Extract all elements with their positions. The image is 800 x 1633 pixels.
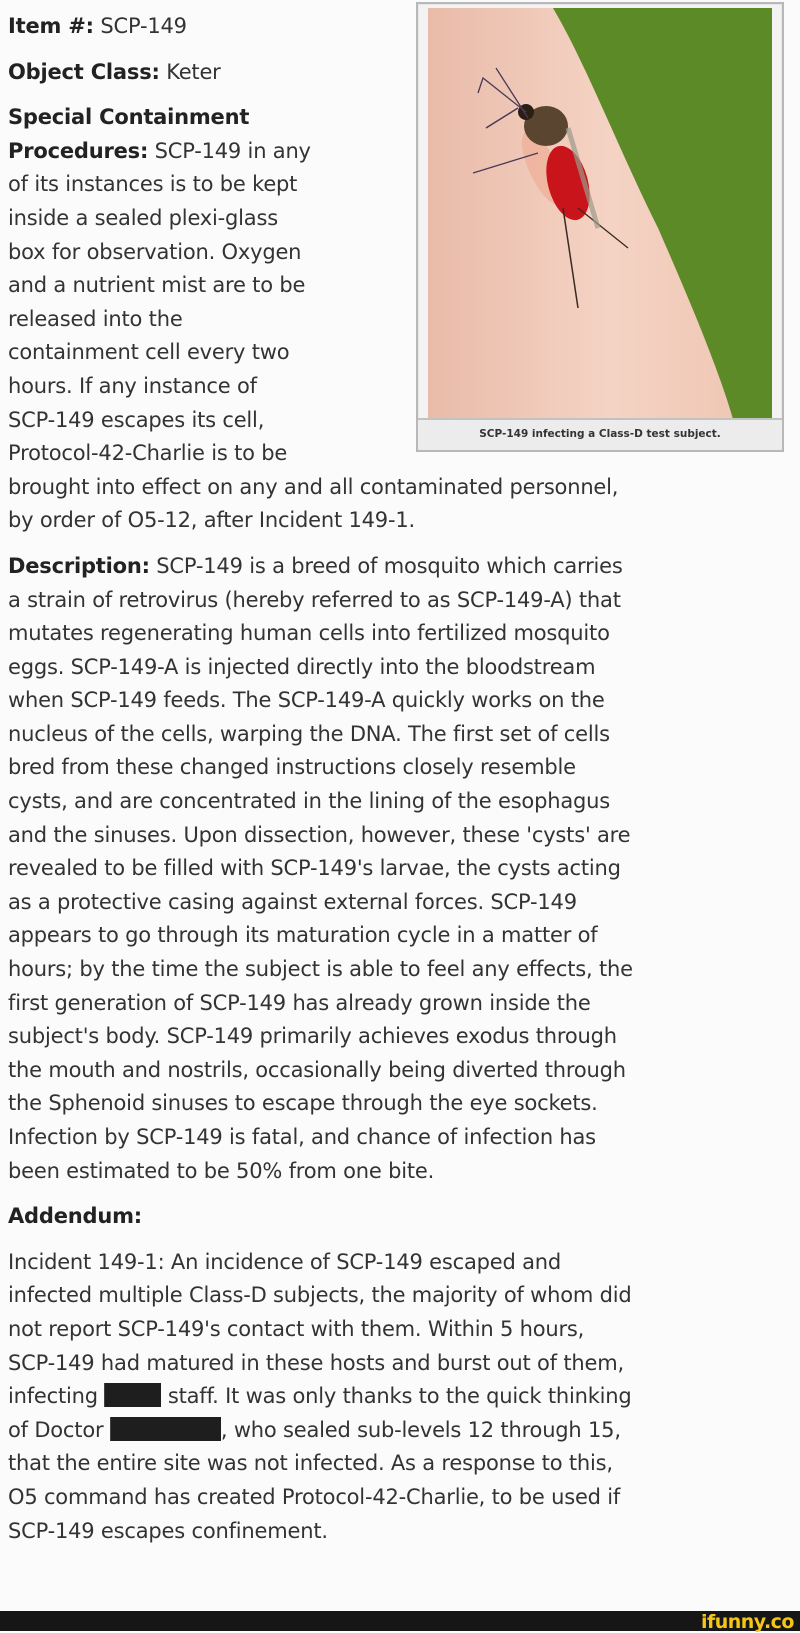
description-text: eggs. SCP-149-A is injected directly into the bloodstream — [8, 654, 596, 679]
addendum-text-fragment: staff. It was only thanks to the quick thinking — [161, 1384, 632, 1409]
description-text: the Sphenoid sinuses to escape through the eye sockets. — [8, 1091, 598, 1116]
mosquito-photo — [428, 8, 772, 419]
description-section — [8, 550, 792, 1188]
object-class-label: Object Class: — [8, 59, 160, 84]
containment-text: and a nutrient mist are to be — [8, 273, 306, 298]
addendum-text-fragment: of Doctor — [8, 1417, 110, 1442]
addendum-text-fragment: , who sealed sub-levels 12 through 15, — [220, 1417, 621, 1442]
addendum-label: Addendum: — [8, 1204, 142, 1229]
scp-image-frame — [416, 2, 784, 452]
description-text: mutates regenerating human cells into fertilized mosquito — [8, 621, 610, 646]
addendum-text: SCP-149 escapes confinement. — [8, 1518, 328, 1543]
description-text: been estimated to be 50% from one bite. — [8, 1158, 435, 1183]
containment-text: of its instances is to be kept — [8, 172, 298, 197]
description-text: bred from these changed instructions closely resemble — [8, 755, 576, 780]
description-text: hours; by the time the subject is able to feel any effects, the — [8, 957, 633, 982]
description-text: when SCP-149 feeds. The SCP-149-A quickly works on the — [8, 688, 605, 713]
containment-text: containment cell every two — [8, 340, 290, 365]
containment-text: Protocol-42-Charlie is to be — [8, 441, 288, 466]
image-caption: SCP-149 infecting a Class-D test subject. — [418, 418, 782, 450]
description-text: appears to go through its maturation cycle in a matter of — [8, 923, 598, 948]
containment-text: inside a sealed plexi-glass — [8, 205, 278, 230]
description-text: subject's body. SCP-149 primarily achieves exodus through — [8, 1024, 617, 1049]
containment-text: brought into effect on any and all contaminated personnel, — [8, 474, 619, 499]
description-text: cysts, and are concentrated in the lining of the esophagus — [8, 789, 610, 814]
description-text: and the sinuses. Upon dissection, however, these 'cysts' are — [8, 822, 631, 847]
description-label: Description: — [8, 553, 150, 578]
addendum-text: that the entire site was not infected. As a response to this, — [8, 1451, 613, 1476]
item-number-value: SCP-149 — [100, 14, 187, 38]
redacted-block — [104, 1383, 161, 1407]
watermark-bar — [0, 1611, 800, 1631]
addendum-text: not report SCP-149's contact with them. Within 5 hours, — [8, 1316, 585, 1341]
addendum-text: Incident 149-1: An incidence of SCP-149 escaped and — [8, 1249, 561, 1274]
description-text: first generation of SCP-149 has already grown inside the — [8, 990, 591, 1015]
description-text: nucleus of the cells, warping the DNA. The first set of cells — [8, 721, 610, 746]
addendum-text-fragment: infecting — [8, 1384, 105, 1409]
description-text: the mouth and nostrils, occasionally being diverted through — [8, 1057, 626, 1082]
containment-text: box for observation. Oxygen — [8, 239, 302, 264]
containment-label-2: Procedures: — [8, 138, 149, 163]
description-text: SCP-149 is a breed of mosquito which carries — [149, 553, 623, 578]
containment-text: SCP-149 in any — [148, 138, 311, 163]
containment-text: released into the — [8, 306, 183, 331]
addendum-text — [8, 1414, 792, 1448]
addendum-text — [8, 1380, 792, 1414]
description-text: as a protective casing against external forces. SCP-149 — [8, 889, 577, 914]
containment-text: hours. If any instance of — [8, 373, 257, 398]
mosquito-illustration-icon — [428, 8, 772, 419]
object-class-value: Keter — [166, 59, 221, 84]
description-text: Infection by SCP-149 is fatal, and chance of infection has — [8, 1125, 596, 1149]
containment-text: SCP-149 escapes its cell, — [8, 407, 265, 432]
description-text: revealed to be filled with SCP-149's larvae, the cysts acting — [8, 856, 621, 881]
addendum-section — [8, 1246, 792, 1548]
addendum-text: infected multiple Class-D subjects, the majority of whom did — [8, 1283, 632, 1308]
addendum-text: O5 command has created Protocol-42-Charlie, to be used if — [8, 1484, 621, 1509]
addendum-text: SCP-149 had matured in these hosts and burst out of them, — [8, 1350, 624, 1375]
containment-label: Special Containment — [8, 105, 250, 130]
description-text: a strain of retrovirus (hereby referred to as SCP-149-A) that — [8, 587, 621, 612]
redacted-block — [110, 1417, 221, 1441]
ifunny-logo: ifunny.co — [700, 1611, 794, 1633]
containment-text: by order of O5-12, after Incident 149-1. — [8, 508, 415, 533]
item-number-label: Item #: — [8, 14, 94, 38]
